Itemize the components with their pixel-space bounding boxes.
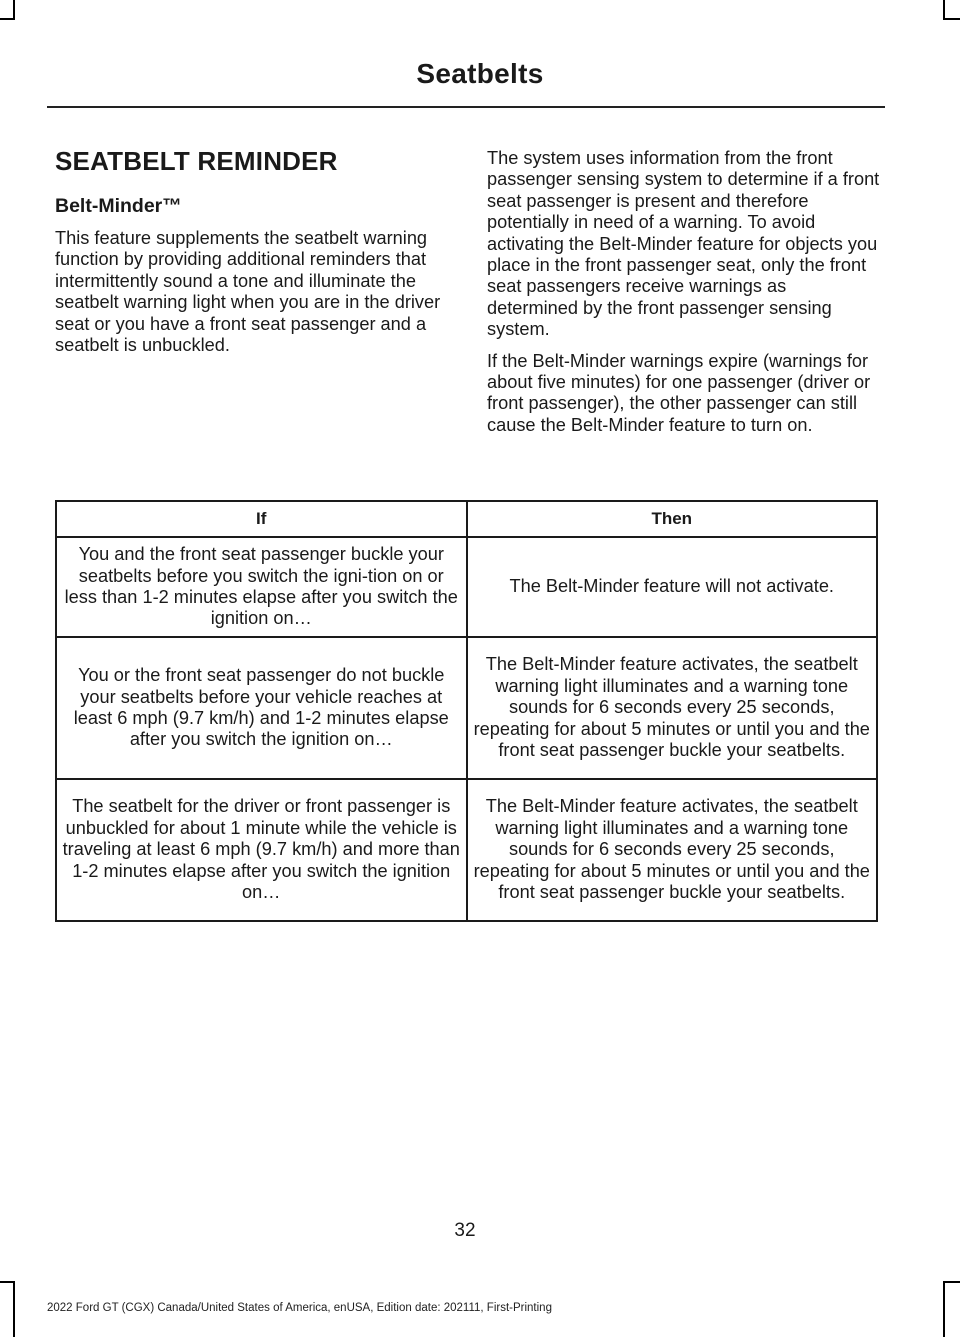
table-row: [56, 779, 877, 921]
table-cell-then: The Belt-Minder feature activates, the seatbelt warning light illuminates and a warning tone sounds for 6 seconds every 25 seconds, repeating for about 5 minutes or until you and the front seat passenger buckle your seatbelts.: [467, 637, 878, 779]
footer-edition-text: 2022 Ford GT (CGX) Canada/United States of America, enUSA, Edition date: 202111, First-Printing: [47, 1302, 552, 1314]
right-column: [487, 148, 882, 446]
crop-mark: [13, 1281, 15, 1337]
table-cell-if: You and the front seat passenger buckle your seatbelts before you switch the igni-tion on or less than 1-2 minutes elapse after you switch the ignition on…: [56, 537, 467, 637]
table-cell-if: You or the front seat passenger do not buckle your seatbelts before your vehicle reaches at least 6 mph (9.7 km/h) and 1-2 minutes elapse after you switch the ignition on…: [56, 637, 467, 779]
belt-minder-table: [55, 500, 878, 922]
paragraph-sensing-system: The system uses information from the front passenger sensing system to determine if a front seat passenger is present and therefore potentially in need of a warning. To avoid activating the Belt-Minder feature for objects you place in the front passenger seat, only the front seat passengers receive warnings as determined by the front passenger sensing system.: [487, 148, 880, 340]
section-title: SEATBELT REMINDER: [55, 146, 338, 176]
intro-paragraph: This feature supplements the seatbelt warning function by providing additional reminders that intermittently sound a tone and illuminate the seatbelt warning light when you are in the driver seat or you have a front seat passenger and a seatbelt is unbuckled.: [55, 228, 441, 356]
table-cell-if: The seatbelt for the driver or front passenger is unbuckled for about 1 minute while the vehicle is traveling at least 6 mph (9.7 km/h) and more than 1-2 minutes elapse after you switch the ignition on…: [56, 779, 467, 921]
header-rule: [47, 106, 885, 108]
crop-mark: [0, 1281, 15, 1283]
paragraph-warnings-expire: If the Belt-Minder warnings expire (warnings for about five minutes) for one passenger (driver or front passenger), the other passenger can still cause the Belt-Minder feature to turn on.: [487, 350, 871, 435]
crop-mark: [943, 1281, 960, 1283]
crop-mark: [943, 18, 960, 20]
crop-mark: [13, 0, 15, 20]
table-header-then: Then: [467, 501, 878, 537]
crop-mark: [943, 0, 945, 20]
table-cell-then: The Belt-Minder feature activates, the seatbelt warning light illuminates and a warning tone sounds for 6 seconds every 25 seconds, repeating for about 5 minutes or until you and the front seat passenger buckle your seatbelts.: [467, 779, 878, 921]
table-header-row: [56, 501, 877, 537]
table-row: [56, 637, 877, 779]
table-header-if: If: [56, 501, 467, 537]
subsection-title: Belt-Minder™: [55, 195, 182, 217]
table-row: [56, 537, 877, 637]
page-header-title: Seatbelts: [416, 58, 544, 89]
crop-mark: [0, 18, 15, 20]
left-column: [55, 146, 460, 366]
page-number: 32: [454, 1220, 476, 1241]
table-cell-then: The Belt-Minder feature will not activate.: [467, 537, 878, 637]
crop-mark: [943, 1281, 945, 1337]
